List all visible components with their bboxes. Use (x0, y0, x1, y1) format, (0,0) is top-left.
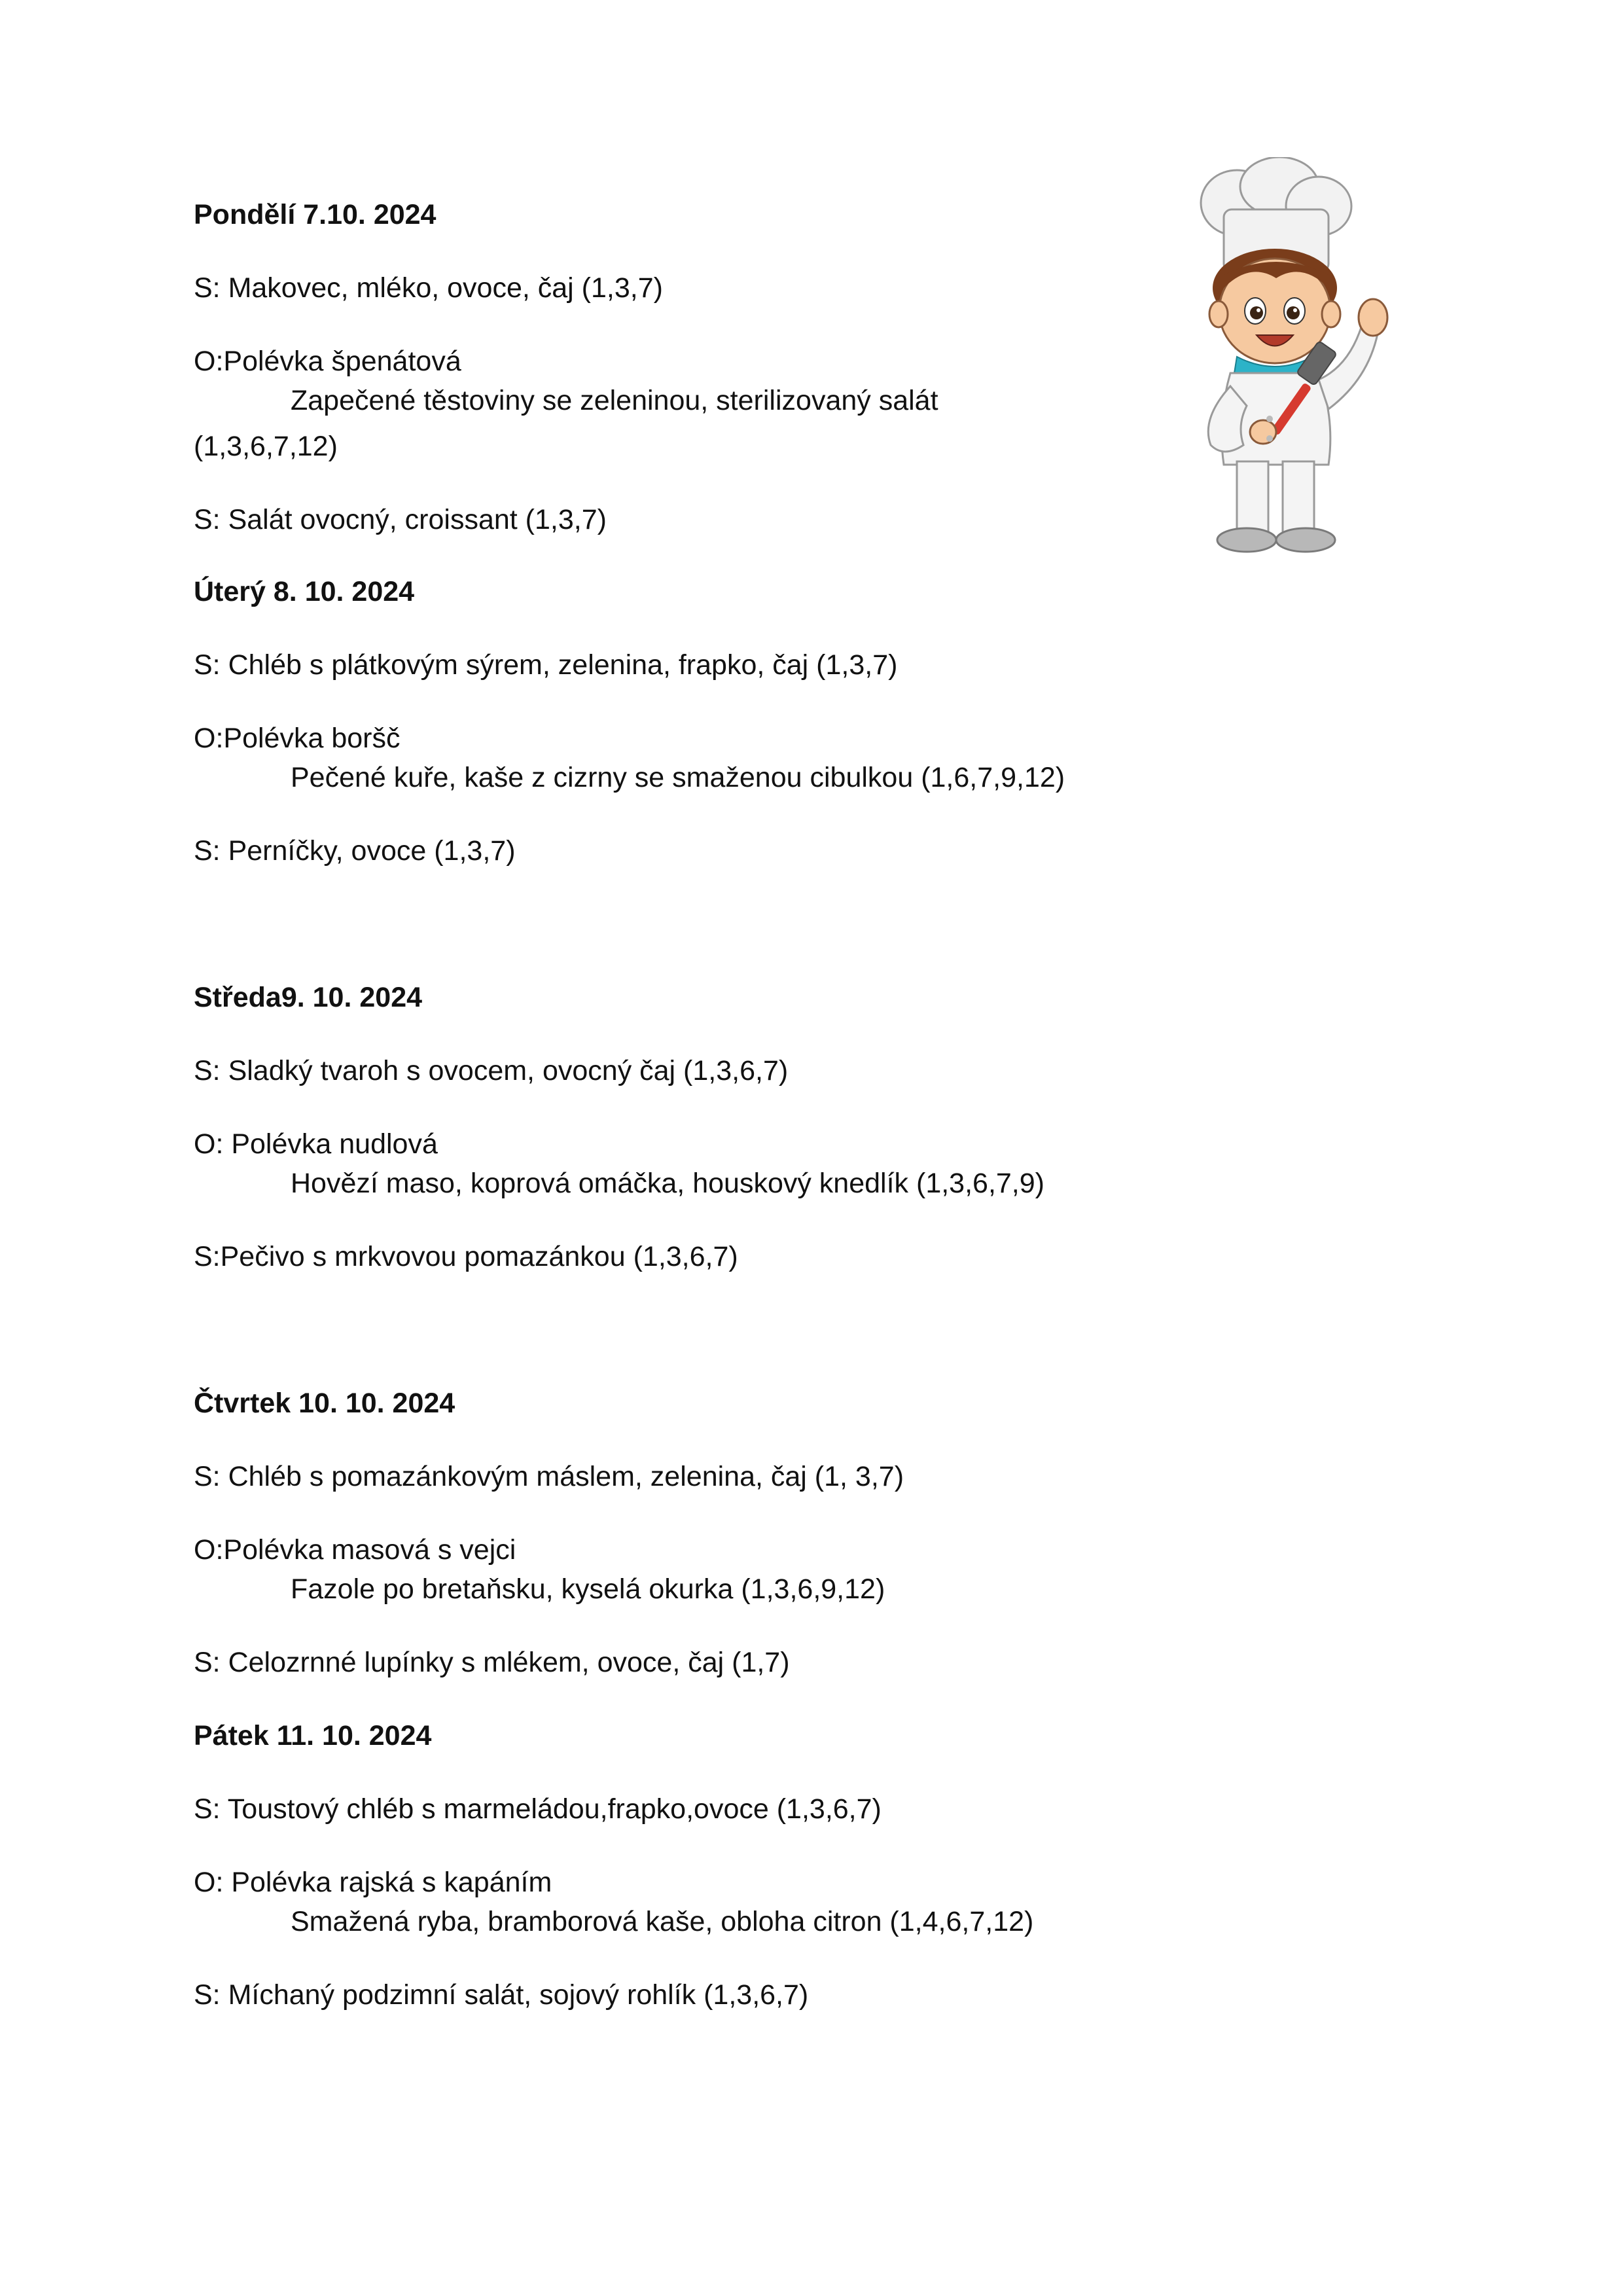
morning-snack: S: Makovec, mléko, ovoce, čaj (1,3,7) (194, 272, 663, 304)
day-heading: Pátek 11. 10. 2024 (194, 1720, 432, 1751)
lunch-main-allergens: (1,3,6,7,12) (194, 431, 338, 462)
day-heading: Pondělí 7.10. 2024 (194, 199, 437, 230)
day-heading: Úterý 8. 10. 2024 (194, 576, 415, 607)
afternoon-snack: S: Celozrnné lupínky s mlékem, ovoce, čaj (1,7) (194, 1647, 790, 1678)
day-heading: Čtvrtek 10. 10. 2024 (194, 1388, 455, 1419)
lunch-soup: O:Polévka boršč (194, 723, 401, 754)
morning-snack: S: Chléb s plátkovým sýrem, zelenina, frapko, čaj (1,3,7) (194, 649, 898, 681)
lunch-main: Pečené kuře, kaše z cizrny se smaženou cibulkou (1,6,7,9,12) (291, 762, 1065, 793)
lunch-soup: O: Polévka rajská s kapáním (194, 1867, 552, 1898)
lunch-main: Zapečené těstoviny se zeleninou, sterilizovaný salát (291, 385, 938, 416)
morning-snack: S: Sladký tvaroh s ovocem, ovocný čaj (1,3,6,7) (194, 1055, 789, 1086)
afternoon-snack: S: Perníčky, ovoce (1,3,7) (194, 835, 516, 867)
day-heading: Středa9. 10. 2024 (194, 982, 423, 1013)
lunch-soup: O:Polévka masová s vejci (194, 1534, 516, 1566)
morning-snack: S: Chléb s pomazánkovým máslem, zelenina, čaj (1, 3,7) (194, 1461, 904, 1492)
lunch-main: Hovězí maso, koprová omáčka, houskový knedlík (1,3,6,7,9) (291, 1168, 1044, 1199)
chef-cartoon-icon (1139, 157, 1414, 576)
lunch-soup: O:Polévka špenátová (194, 346, 461, 377)
afternoon-snack: S: Míchaný podzimní salát, sojový rohlík (1,3,6,7) (194, 1979, 809, 2011)
lunch-main: Fazole po bretaňsku, kyselá okurka (1,3,6,9,12) (291, 1573, 885, 1605)
lunch-main: Smažená ryba, bramborová kaše, obloha citron (1,4,6,7,12) (291, 1906, 1034, 1937)
morning-snack: S: Toustový chléb s marmeládou,frapko,ovoce (1,3,6,7) (194, 1793, 882, 1825)
lunch-soup: O: Polévka nudlová (194, 1128, 438, 1160)
afternoon-snack: S:Pečivo s mrkvovou pomazánkou (1,3,6,7) (194, 1241, 738, 1272)
afternoon-snack: S: Salát ovocný, croissant (1,3,7) (194, 504, 607, 535)
